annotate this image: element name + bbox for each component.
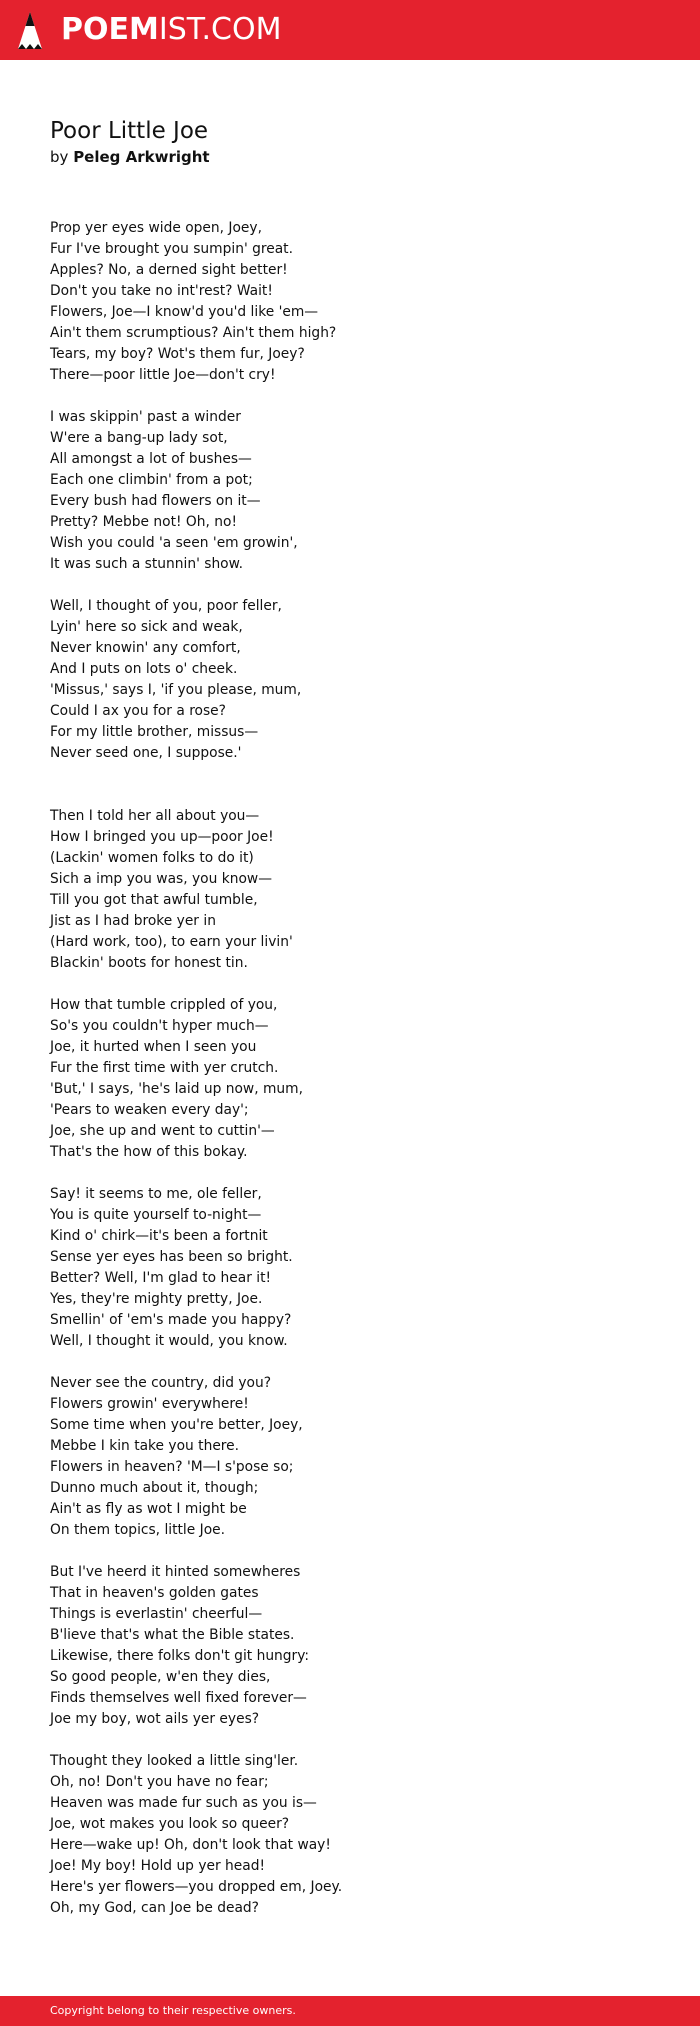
poem-line: And I puts on lots o' cheek. xyxy=(50,661,238,677)
poem-line: Well, I thought of you, poor feller, xyxy=(50,598,282,614)
poem-line: Prop yer eyes wide open, Joey, xyxy=(50,220,262,236)
poem-line: Never seed one, I suppose.' xyxy=(50,745,242,761)
poem-line: B'lieve that's what the Bible states. xyxy=(50,1627,295,1643)
author-name: Peleg Arkwright xyxy=(73,148,210,166)
poem-line: W'ere a bang-up lady sot, xyxy=(50,430,228,446)
poem-heading xyxy=(50,116,650,167)
poem-line: So good people, w'en they dies, xyxy=(50,1669,271,1685)
poem-line: Blackin' boots for honest tin. xyxy=(50,955,248,971)
poem-line: Better? Well, I'm glad to hear it! xyxy=(50,1270,272,1286)
poem-line: That's the how of this bokay. xyxy=(50,1144,248,1160)
poem-line: Heaven was made fur such as you is— xyxy=(50,1795,317,1811)
by-label: by xyxy=(50,148,69,166)
poem-line: Oh, no! Don't you have no fear; xyxy=(50,1774,269,1790)
stanza xyxy=(50,218,650,386)
poem-line: Till you got that awful tumble, xyxy=(50,892,258,908)
site-header xyxy=(0,0,700,60)
poem-line: Never see the country, did you? xyxy=(50,1375,272,1391)
poem-line: 'Pears to weaken every day'; xyxy=(50,1102,249,1118)
poem-line: Joe my boy, wot ails yer eyes? xyxy=(50,1711,260,1727)
poem-line: Here—wake up! Oh, don't look that way! xyxy=(50,1837,331,1853)
poem-line: Say! it seems to me, ole feller, xyxy=(50,1186,262,1202)
poem-line: Well, I thought it would, you know. xyxy=(50,1333,288,1349)
poem-line: Oh, my God, can Joe be dead? xyxy=(50,1900,259,1916)
poem-line: Apples? No, a derned sight better! xyxy=(50,262,288,278)
stanza xyxy=(50,407,650,575)
poem-line: Things is everlastin' cheerful— xyxy=(50,1606,263,1622)
poem-line: Fur I've brought you sumpin' great. xyxy=(50,241,293,257)
poem-line: I was skippin' past a winder xyxy=(50,409,241,425)
stanza xyxy=(50,1184,650,1352)
poem-line: Pretty? Mebbe not! Oh, no! xyxy=(50,514,238,530)
poem-line: How I bringed you up—poor Joe! xyxy=(50,829,274,845)
poem-line: Sense yer eyes has been so bright. xyxy=(50,1249,293,1265)
poem-line: For my little brother, missus— xyxy=(50,724,259,740)
logo-light-part: IST.COM xyxy=(158,12,282,47)
poem-line: Jist as I had broke yer in xyxy=(50,913,216,929)
poem-line: Don't you take no int'rest? Wait! xyxy=(50,283,273,299)
logo-bold-part: POEM xyxy=(61,12,159,47)
poem-line: Sich a imp you was, you know— xyxy=(50,871,272,887)
poem-line: Joe, wot makes you look so queer? xyxy=(50,1816,290,1832)
poem-line: Thought they looked a little sing'ler. xyxy=(50,1753,299,1769)
poem-line: Wish you could 'a seen 'em growin', xyxy=(50,535,298,551)
poem-line: Never knowin' any comfort, xyxy=(50,640,241,656)
stanza xyxy=(50,1751,650,1919)
site-logo[interactable] xyxy=(61,12,281,48)
stanza xyxy=(50,1562,650,1730)
poem-line: (Lackin' women folks to do it) xyxy=(50,850,254,866)
poem-line: Joe, she up and went to cuttin'— xyxy=(50,1123,275,1139)
poem-line: Could I ax you for a rose? xyxy=(50,703,226,719)
poem-body xyxy=(50,218,650,1940)
poem-line: But I've heerd it hinted somewheres xyxy=(50,1564,301,1580)
poem-line: Here's yer flowers—you dropped em, Joey. xyxy=(50,1879,343,1895)
poem-line: Mebbe I kin take you there. xyxy=(50,1438,240,1454)
poem-line: Joe! My boy! Hold up yer head! xyxy=(50,1858,266,1874)
byline xyxy=(50,147,650,167)
stanza xyxy=(50,806,650,974)
poem-line: Every bush had flowers on it— xyxy=(50,493,261,509)
poem-title: Poor Little Joe xyxy=(50,118,209,144)
pencil-tip-icon[interactable] xyxy=(17,11,43,51)
poem-line: How that tumble crippled of you, xyxy=(50,997,278,1013)
stanza xyxy=(50,1373,650,1541)
poem-line: Smellin' of 'em's made you happy? xyxy=(50,1312,292,1328)
poem-line: Ain't as fly as wot I might be xyxy=(50,1501,247,1517)
poem-line: Flowers in heaven? 'M—I s'pose so; xyxy=(50,1459,294,1475)
poem-line: Dunno much about it, though; xyxy=(50,1480,259,1496)
poem-line: Finds themselves well fixed forever— xyxy=(50,1690,307,1706)
poem-line: On them topics, little Joe. xyxy=(50,1522,226,1538)
stanza xyxy=(50,995,650,1163)
poem-line: It was such a stunnin' show. xyxy=(50,556,244,572)
poem-line: You is quite yourself to-night— xyxy=(50,1207,262,1223)
poem-line: Fur the first time with yer crutch. xyxy=(50,1060,279,1076)
poem-line: Likewise, there folks don't git hungry: xyxy=(50,1648,310,1664)
poem-line: That in heaven's golden gates xyxy=(50,1585,259,1601)
poem-line: Then I told her all about you— xyxy=(50,808,260,824)
poem-line: Yes, they're mighty pretty, Joe. xyxy=(50,1291,263,1307)
poem-line: Kind o' chirk—it's been a fortnit xyxy=(50,1228,268,1244)
poem-line: 'Missus,' says I, 'if you please, mum, xyxy=(50,682,302,698)
site-footer xyxy=(0,1996,700,2026)
poem-line: Flowers, Joe—I know'd you'd like 'em— xyxy=(50,304,319,320)
poem-line: Joe, it hurted when I seen you xyxy=(50,1039,257,1055)
poem-line: Flowers growin' everywhere! xyxy=(50,1396,249,1412)
poem-line: Each one climbin' from a pot; xyxy=(50,472,253,488)
stanza xyxy=(50,596,650,764)
poem-line: So's you couldn't hyper much— xyxy=(50,1018,269,1034)
copyright-text: Copyright belong to their respective owners. xyxy=(50,2004,296,2017)
poem-line: Tears, my boy? Wot's them fur, Joey? xyxy=(50,346,305,362)
poem-line: Some time when you're better, Joey, xyxy=(50,1417,303,1433)
poem-line: Ain't them scrumptious? Ain't them high? xyxy=(50,325,337,341)
poem-line: There—poor little Joe—don't cry! xyxy=(50,367,276,383)
poem-line: 'But,' I says, 'he's laid up now, mum, xyxy=(50,1081,303,1097)
poem-line: (Hard work, too), to earn your livin' xyxy=(50,934,293,950)
poem-line: Lyin' here so sick and weak, xyxy=(50,619,243,635)
poem-line: All amongst a lot of bushes— xyxy=(50,451,252,467)
